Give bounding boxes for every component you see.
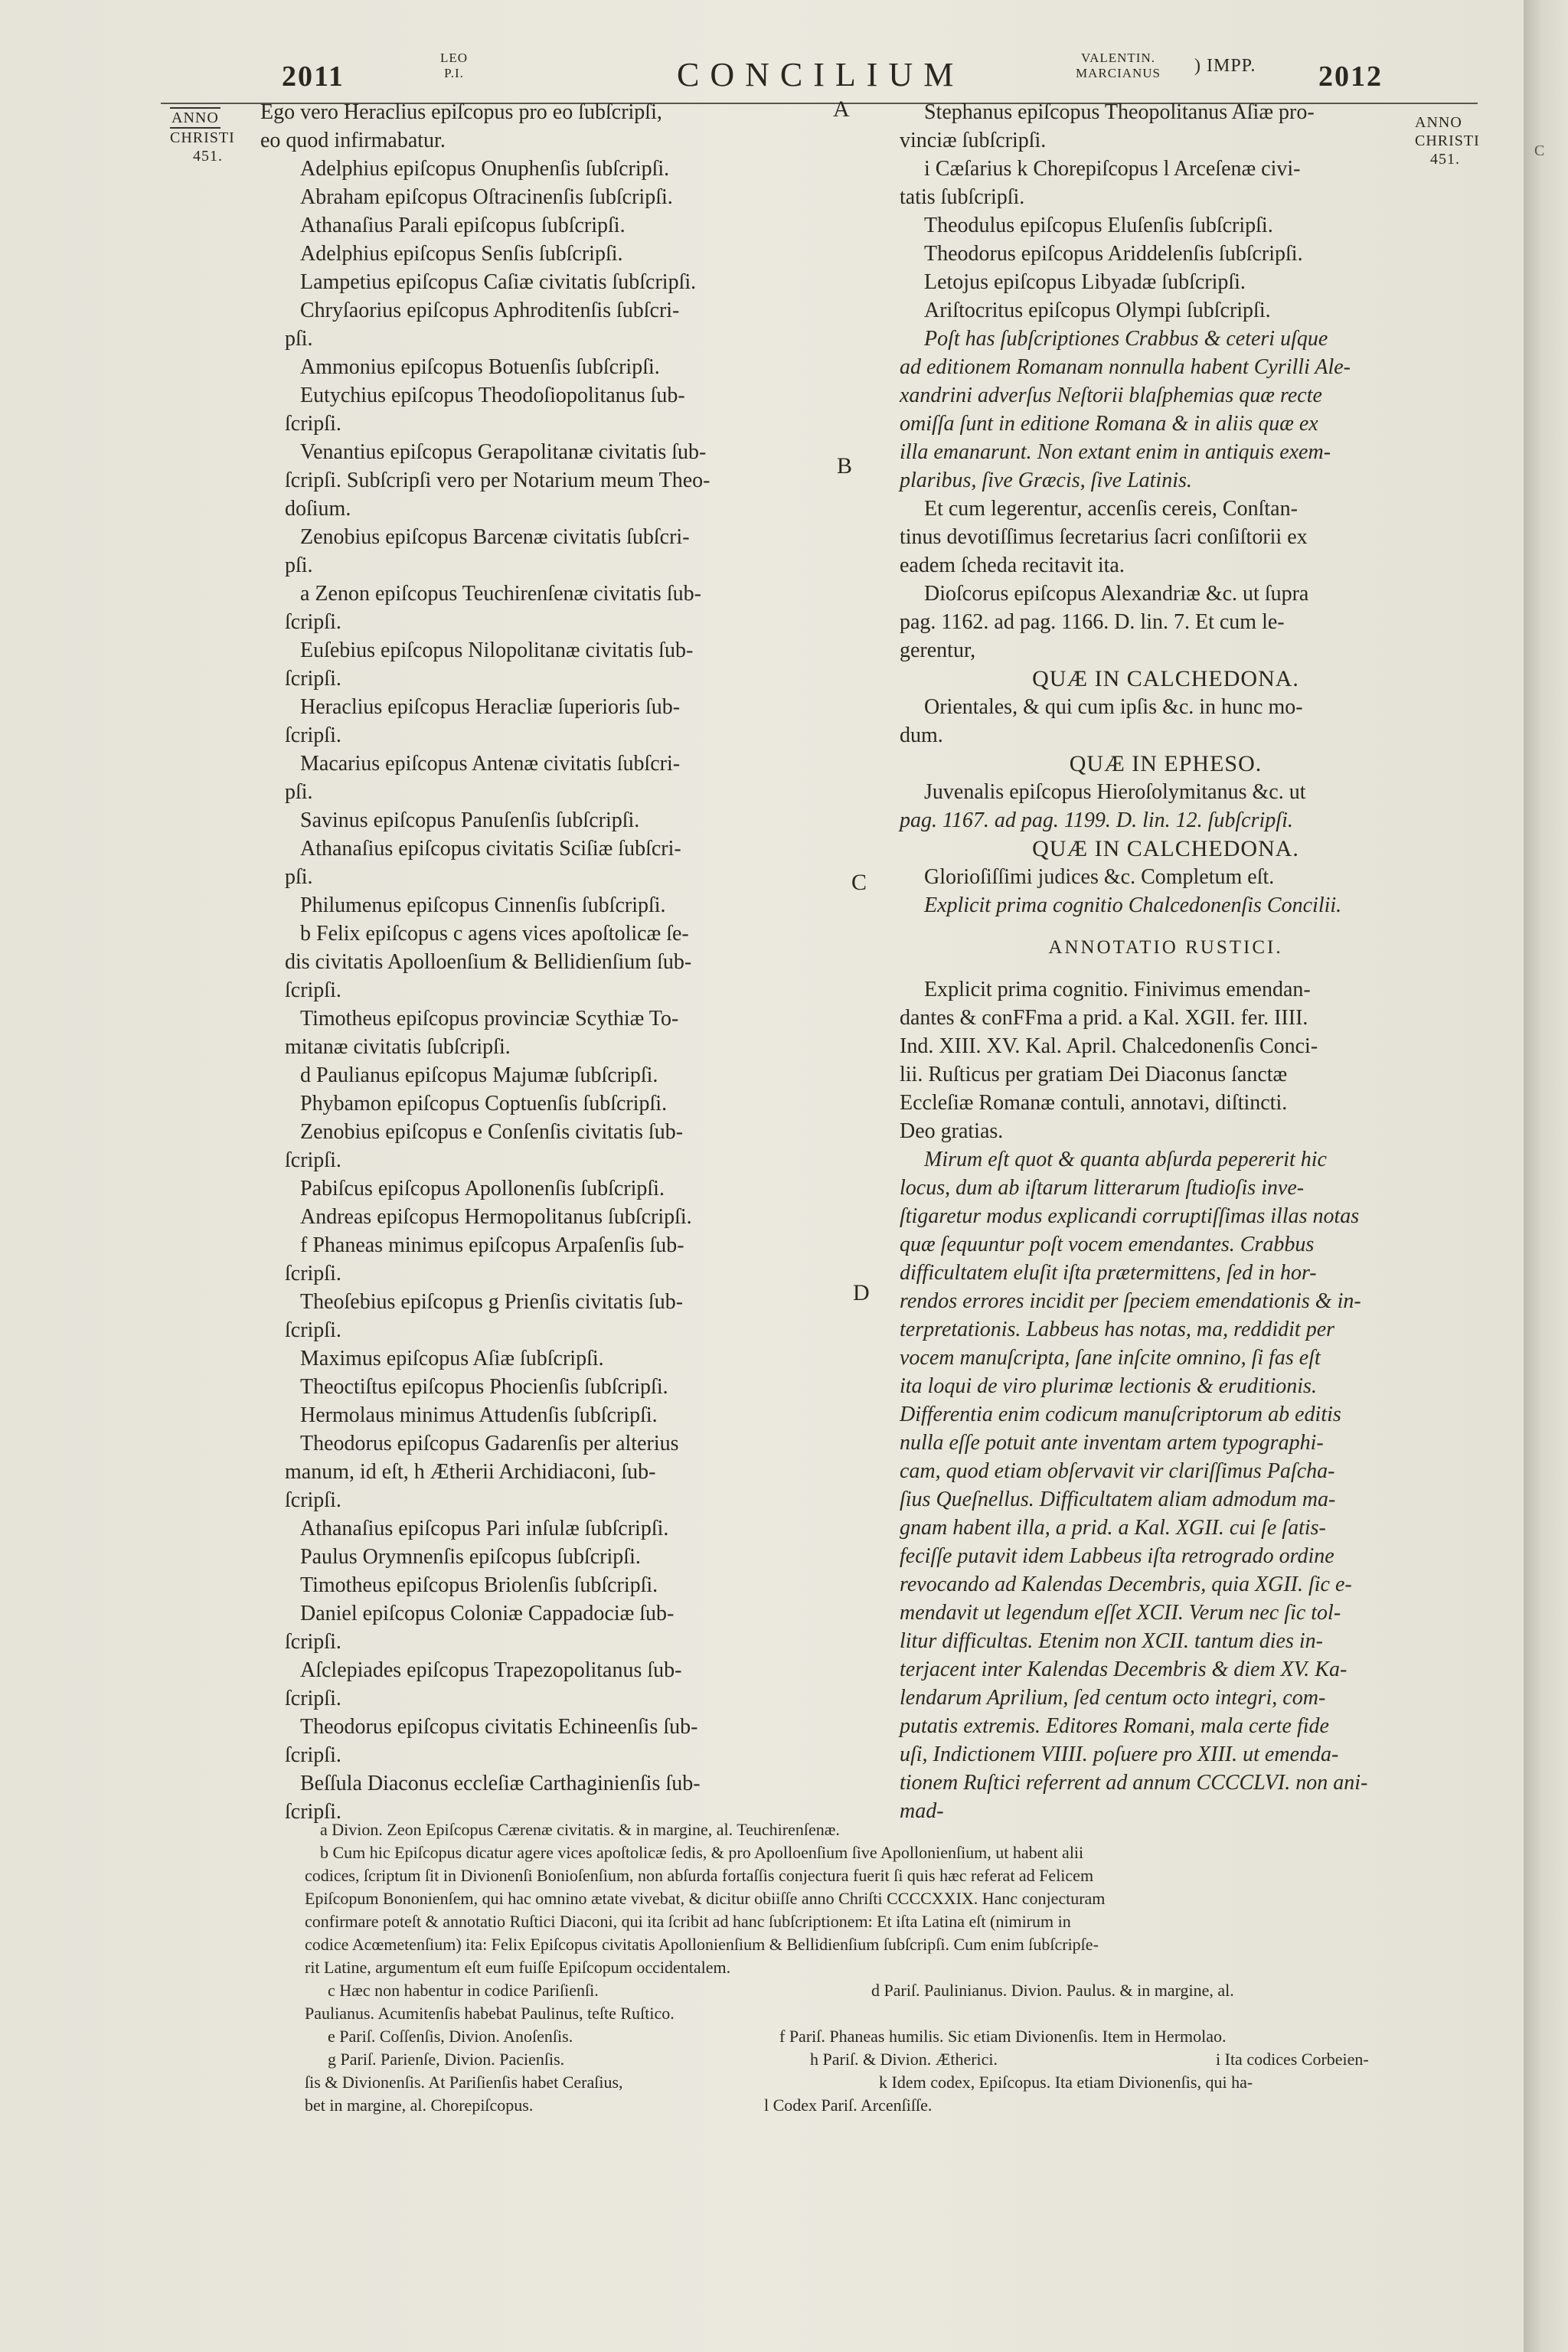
commentary-line: gnam habent illa, a prid. a Kal. XGII. cui ſe ſatis-: [900, 1516, 1326, 1540]
text-line: manum, id eſt, h Ætherii Archidiaconi, ſub-: [285, 1460, 656, 1484]
commentary-line: lendarum Aprilium, ſed centum octo integri, com-: [900, 1686, 1326, 1710]
commentary-line: revocando ad Kalendas Decembris, quia XGII. ſic e-: [900, 1573, 1352, 1596]
footnote-f: f Pariſ. Phaneas humilis. Sic etiam Divionenſis. Item in Hermolao.: [779, 2027, 1227, 2046]
commentary-line: litur difficultas. Etenim non XCII. tantum dies in-: [900, 1629, 1323, 1653]
text-line: ſcripſi.: [285, 1148, 341, 1172]
text-line: dum.: [900, 724, 943, 747]
text-line: ſcripſi. Subſcripſi vero per Notarium meum Theo-: [285, 469, 710, 492]
text-line: Venantius epiſcopus Gerapolitanæ civitatis ſub-: [300, 440, 707, 464]
text-line: ſcripſi.: [285, 1318, 341, 1342]
text-line: Theoctiſtus epiſcopus Phocienſis ſubſcripſi.: [300, 1375, 668, 1399]
text-line: dantes & conFFma a prid. a Kal. XGII. fer. IIII.: [900, 1006, 1308, 1030]
text-line: Theodorus epiſcopus Gadarenſis per alterius: [300, 1432, 679, 1455]
section-mark-a: A: [833, 96, 850, 122]
footnote-row: [305, 2094, 1438, 2117]
text-line: Euſebius epiſcopus Nilopolitanæ civitatis ſub-: [300, 639, 694, 662]
margin-anno-right: ANNO: [1415, 114, 1462, 131]
text-line: pſi.: [285, 780, 313, 804]
text-line: ſcripſi.: [285, 1800, 341, 1824]
text-line: d Paulianus epiſcopus Majumæ ſubſcripſi.: [300, 1063, 658, 1087]
text-line: doſium.: [285, 497, 351, 521]
footnote-e: e Pariſ. Coſſenſis, Divion. Anoſenſis.: [328, 2027, 573, 2046]
footnote-d: d Pariſ. Paulinianus. Divion. Paulus. & in margine, al.: [871, 1981, 1234, 2000]
commentary-line: terpretationis. Labbeus has notas, ma, reddidit per: [900, 1318, 1335, 1341]
text-line: Deo gratias.: [900, 1119, 1004, 1143]
text-line: Beſſula Diaconus eccleſiæ Carthaginienſis ſub-: [300, 1772, 701, 1795]
editor-note-line: illa emanarunt. Non extant enim in antiquis exem-: [900, 440, 1331, 464]
text-line: Adelphius epiſcopus Onuphenſis ſubſcripſi.: [300, 157, 670, 181]
text-line: Phybamon epiſcopus Coptuenſis ſubſcripſi.: [300, 1092, 668, 1116]
text-line: mitanæ civitatis ſubſcripſi.: [285, 1035, 511, 1059]
text-line: vinciæ ſubſcripſi.: [900, 129, 1047, 152]
section-heading: QUÆ IN CALCHEDONA.: [1032, 836, 1299, 861]
text-line: b Felix epiſcopus c agens vices apoſtolicæ ſe-: [300, 922, 689, 946]
text-line: eo quod infirmabatur.: [260, 129, 446, 152]
commentary-line: Differentia enim codicum manuſcriptorum ab editis: [900, 1403, 1341, 1426]
commentary-line: quæ ſequuntur poſt vocem emendantes. Crabbus: [900, 1233, 1315, 1256]
header-right-note-bottom: MARCIANUS: [1076, 66, 1161, 80]
text-line: a Zenon epiſcopus Teuchirenſenæ civitatis ſub-: [300, 582, 701, 606]
header-left-note-top: LEO: [440, 51, 469, 65]
text-line: i Cæſarius k Chorepiſcopus l Arceſenæ civi-: [924, 157, 1301, 181]
commentary-line: vocem manuſcripta, ſane inſcite omnino, ſi fas eſt: [900, 1346, 1321, 1370]
text-line: Pabiſcus epiſcopus Apollonenſis ſubſcripſi.: [300, 1177, 665, 1200]
text-line: Et cum legerentur, accenſis cereis, Conſtan-: [924, 497, 1298, 521]
text-line: ſcripſi.: [285, 1488, 341, 1512]
text-line: pag. 1162. ad pag. 1166. D. lin. 7. Et cum le-: [900, 610, 1285, 634]
commentary-line: mendavit ut legendum eſſet XCII. Verum nec ſic tol-: [900, 1601, 1341, 1625]
margin-christi-left: CHRISTI: [170, 129, 235, 146]
editor-note-line: ad editionem Romanam nonnulla habent Cyrilli Ale-: [900, 355, 1351, 379]
text-line: Heraclius epiſcopus Heracliæ ſuperioris ſub-: [300, 695, 681, 719]
footnote-g: g Pariſ. Parienſe, Divion. Pacienſis.: [328, 2050, 565, 2069]
section-heading: QUÆ IN CALCHEDONA.: [1032, 666, 1299, 691]
text-line: Lampetius epiſcopus Caſiæ civitatis ſubſcripſi.: [300, 270, 697, 294]
footnote-row: [305, 2071, 1438, 2094]
text-line: ſcripſi.: [285, 610, 341, 634]
text-line: Ind. XIII. XV. Kal. April. Chalcedonenſis Conci-: [900, 1034, 1318, 1058]
footnote-line: codices, ſcriptum ſit in Divionenſi Bonioſenſium, non abſurda fortaſſis conjectura fuerit ſi quis hæc referat ad Felicem: [305, 1866, 1094, 1885]
text-line: lii. Ruſticus per gratiam Dei Diaconus ſanctæ: [900, 1063, 1288, 1086]
text-line: Abraham epiſcopus Oſtracinenſis ſubſcripſi.: [300, 185, 673, 209]
text-line: Explicit prima cognitio. Finivimus emendan-: [924, 978, 1311, 1001]
commentary-line: locus, dum ab iſtarum litterarum ſtudioſis inve-: [900, 1176, 1305, 1200]
text-line: pſi.: [285, 865, 313, 889]
commentary-line: Mirum eſt quot & quanta abſurda pepererit hic: [924, 1148, 1327, 1171]
text-line: Timotheus epiſcopus provinciæ Scythiæ To-: [300, 1007, 679, 1031]
commentary-line: rendos errores incidit per ſpeciem emendationis & in-: [900, 1289, 1361, 1313]
text-line: ſcripſi.: [285, 724, 341, 747]
text-line: Zenobius epiſcopus e Conſenſis civitatis ſub-: [300, 1120, 684, 1144]
editor-note-line: plaribus, ſive Græcis, ſive Latinis.: [900, 469, 1192, 492]
facing-page-letter: C: [1534, 142, 1546, 159]
footnote-line: confirmare poteſt & annotatio Ruſtici Diaconi, qui ita ſcribit ad hanc ſubſcriptionem: Et iſta Latina eſt (nimirum in: [305, 1912, 1071, 1931]
text-line: Theoſebius epiſcopus g Prienſis civitatis ſub-: [300, 1290, 684, 1314]
editor-note-line: omiſſa ſunt in editione Romana & in aliis quæ ex: [900, 412, 1318, 436]
margin-year-right-value: 451.: [1430, 151, 1460, 168]
running-title: CONCILIUM: [677, 56, 965, 93]
footnote-row: [320, 2048, 1438, 2071]
text-line: Hermolaus minimus Attudenſis ſubſcripſi.: [300, 1403, 658, 1427]
text-line: Eutychius epiſcopus Theodoſiopolitanus ſub-: [300, 384, 685, 407]
text-line: Juvenalis epiſcopus Hieroſolymitanus &c. ut: [924, 780, 1306, 804]
text-line: Ego vero Heraclius epiſcopus pro eo ſubſcripſi,: [260, 100, 662, 124]
text-line: pſi.: [285, 554, 313, 577]
header-right-note: [1076, 51, 1161, 81]
facing-page-edge: [1524, 0, 1568, 2352]
footnote-line: rit Latine, argumentum eſt eum fuiſſe Epiſcopum occidentalem.: [305, 1958, 731, 1977]
commentary-line: ita loqui de viro plurimæ lectionis & eruditionis.: [900, 1374, 1317, 1398]
right-column: [900, 98, 1432, 1825]
commentary-line: nulla eſſe potuit ante inventam artem typographi-: [900, 1431, 1324, 1455]
margin-year-left: [170, 107, 235, 165]
commentary-line: ſtigaretur modus explicandi corruptiſſimas illas notas: [900, 1204, 1360, 1228]
text-line: ſcripſi.: [285, 1743, 341, 1767]
text-line: Maximus epiſcopus Aſiæ ſubſcripſi.: [300, 1347, 604, 1370]
commentary-line: difficultatem eluſit iſta prætermittens, ſed in hor-: [900, 1261, 1317, 1285]
text-line: ſcripſi.: [285, 1262, 341, 1285]
text-line: Athanaſius Parali epiſcopus ſubſcripſi.: [300, 214, 626, 237]
left-column: [260, 98, 865, 1826]
footnote-line: b Cum hic Epiſcopus dicatur agere vices apoſtolicæ ſedis, & pro Apolloenſium ſive Apollonienſium, ut habent alii: [320, 1843, 1084, 1862]
text-line: Ammonius epiſcopus Botuenſis ſubſcripſi.: [300, 355, 660, 379]
section-mark-d: D: [853, 1280, 870, 1305]
text-line: eadem ſcheda recitavit ita.: [900, 554, 1125, 577]
text-line: Zenobius epiſcopus Barcenæ civitatis ſubſcri-: [300, 525, 690, 549]
footnote-h: h Pariſ. & Divion. Ætherici.: [810, 2050, 998, 2069]
footnotes: [305, 1818, 1438, 2117]
text-line: Athanaſius epiſcopus civitatis Sciſiæ ſubſcri-: [300, 837, 681, 861]
page-header: [0, 46, 1524, 100]
text-line: tinus devotiſſimus ſecretarius ſacri conſiſtorii ex: [900, 525, 1308, 549]
header-left-note-bottom: P.I.: [444, 66, 464, 80]
section-heading: QUÆ IN EPHESO.: [1069, 751, 1263, 776]
text-line: gerentur,: [900, 639, 976, 662]
footnote-line: Paulianus. Acumitenſis habebat Paulinus, teſte Ruſtico.: [305, 2004, 675, 2023]
header-right-note-top: VALENTIN.: [1081, 51, 1155, 65]
footnote-line: Epiſcopum Bononienſem, qui hac omnino ætate vivebat, & dicitur obiiſſe anno Chriſti CCCCXXIX. Hanc conjecturam: [305, 1889, 1106, 1908]
text-line: tatis ſubſcripſi.: [900, 185, 1025, 209]
text-line: Dioſcorus epiſcopus Alexandriæ &c. ut ſupra: [924, 582, 1309, 606]
text-line: Adelphius epiſcopus Senſis ſubſcripſi.: [300, 242, 623, 266]
text-line: Theodulus epiſcopus Eluſenſis ſubſcripſi.: [924, 214, 1273, 237]
text-line: Theodorus epiſcopus Ariddelenſis ſubſcripſi.: [924, 242, 1303, 266]
footnote-k-cont: bet in margine, al. Chorepiſcopus.: [305, 2096, 534, 2115]
text-line: Glorioſiſſimi judices &c. Completum eſt.: [924, 865, 1275, 889]
footnote-i: i Ita codices Corbeien-: [1216, 2050, 1369, 2069]
commentary-line: tionem Ruſtici referrent ad annum CCCCLVI. non ani-: [900, 1771, 1368, 1795]
text-line: dis civitatis Apolloenſium & Bellidienſium ſub-: [285, 950, 692, 974]
page-number-left: 2011: [282, 60, 345, 93]
text-line: Timotheus epiſcopus Briolenſis ſubſcripſi.: [300, 1573, 658, 1597]
text-line: Theodorus epiſcopus civitatis Echineenſis ſub-: [300, 1715, 698, 1739]
footnote-line: a Divion. Zeon Epiſcopus Cærenæ civitatis. & in margine, al. Teuchirenſenæ.: [320, 1820, 840, 1839]
text-line: ſcripſi.: [285, 1630, 341, 1654]
margin-year-left-value: 451.: [193, 148, 223, 165]
text-line: ſcripſi.: [285, 412, 341, 436]
text-line: ſcripſi.: [285, 978, 341, 1002]
text-line: Explicit prima cognitio Chalcedonenſis Concilii.: [924, 893, 1342, 917]
editor-note-line: xandrini adverſus Neſtorii blaſphemias quæ recte: [900, 384, 1322, 407]
text-line: Letojus epiſcopus Libyadæ ſubſcripſi.: [924, 270, 1246, 294]
text-line: Daniel epiſcopus Coloniæ Cappadociæ ſub-: [300, 1602, 675, 1625]
footnote-row: [320, 1979, 1438, 2002]
text-line: Ariſtocritus epiſcopus Olympi ſubſcripſi.: [924, 299, 1271, 322]
text-line: Macarius epiſcopus Antenæ civitatis ſubſcri-: [300, 752, 681, 776]
text-line: Eccleſiæ Romanæ contuli, annotavi, diſtincti.: [900, 1091, 1288, 1115]
text-line: ſcripſi.: [285, 1687, 341, 1710]
annotation-heading: ANNOTATIO RUSTICI.: [1048, 937, 1283, 958]
commentary-line: terjacent inter Kalendas Decembris & diem XV. Ka-: [900, 1658, 1348, 1681]
text-line: Savinus epiſcopus Panuſenſis ſubſcripſi.: [300, 808, 640, 832]
footnote-i-cont: ſis & Divionenſis. At Pariſienſis habet Ceraſius,: [305, 2073, 623, 2092]
commentary-line: ſius Queſnellus. Difficultatem aliam admodum ma-: [900, 1488, 1336, 1511]
header-impp: ) IMPP.: [1194, 56, 1256, 76]
text-line: pag. 1167. ad pag. 1199. D. lin. 12. ſubſcripſi.: [900, 808, 1293, 832]
margin-christi-right: CHRISTI: [1415, 132, 1480, 149]
commentary-line: putatis extremis. Editores Romani, mala certe fide: [900, 1714, 1329, 1738]
text-line: Aſclepiades epiſcopus Trapezopolitanus ſub-: [300, 1658, 682, 1682]
text-line: Chryſaorius epiſcopus Aphroditenſis ſubſcri-: [300, 299, 680, 322]
footnote-c: c Hæc non habentur in codice Pariſienſi.: [328, 1981, 599, 2000]
text-line: ſcripſi.: [285, 667, 341, 691]
footnote-row: [320, 2025, 1438, 2048]
margin-anno-left: ANNO: [170, 107, 220, 129]
text-line: Orientales, & qui cum ipſis &c. in hunc mo-: [924, 695, 1303, 719]
text-line: pſi.: [285, 327, 313, 351]
header-left-note: [440, 51, 468, 81]
text-line: f Phaneas minimus epiſcopus Arpaſenſis ſub-: [300, 1233, 684, 1257]
footnote-line: codice Acœmetenſium) ita: Felix Epiſcopus civitatis Apollonienſium & Bellidienſium ſubſcripſi. Cum enim ſubſcripſe-: [305, 1935, 1099, 1954]
page-number-right: 2012: [1318, 60, 1383, 93]
commentary-line: feciſſe putavit idem Labbeus iſta retrogrado ordine: [900, 1544, 1334, 1568]
footnote-l: l Codex Pariſ. Arcenſiſſe.: [764, 2096, 933, 2115]
text-line: Philumenus epiſcopus Cinnenſis ſubſcripſi.: [300, 893, 666, 917]
text-line: Andreas epiſcopus Hermopolitanus ſubſcripſi.: [300, 1205, 692, 1229]
commentary-line: mad-: [900, 1799, 944, 1823]
commentary-line: cam, quod etiam obſervavit vir clariſſimus Paſcha-: [900, 1459, 1335, 1483]
section-mark-b: B: [837, 453, 853, 479]
commentary-line: uſi, Indictionem VIIII. poſuere pro XIII. ut emenda-: [900, 1743, 1339, 1766]
text-line: Athanaſius epiſcopus Pari inſulæ ſubſcripſi.: [300, 1517, 669, 1540]
text-line: Stephanus epiſcopus Theopolitanus Aſiæ pro-: [924, 100, 1315, 124]
section-mark-c: C: [851, 870, 867, 895]
text-line: Paulus Orymnenſis epiſcopus ſubſcripſi.: [300, 1545, 641, 1569]
editor-note-line: Poſt has ſubſcriptiones Crabbus & ceteri uſque: [924, 327, 1328, 351]
footnote-k: k Idem codex, Epiſcopus. Ita etiam Divionenſis, qui ha-: [879, 2073, 1253, 2092]
